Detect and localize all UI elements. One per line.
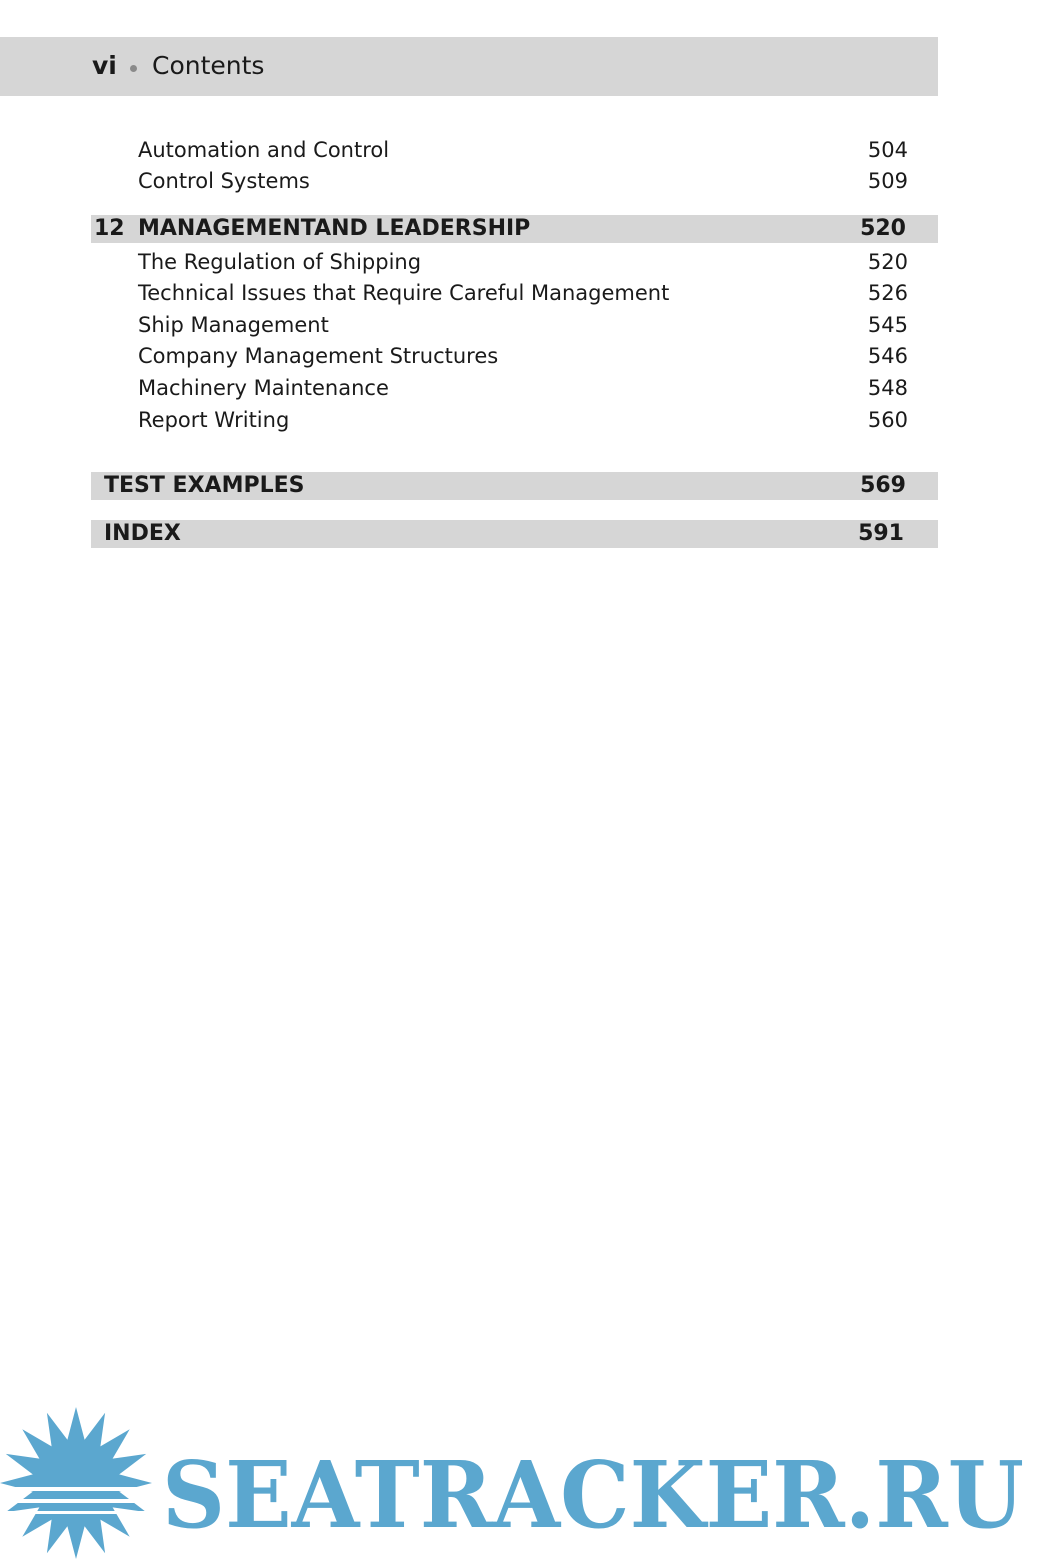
toc-entry-page: 548	[867, 376, 908, 400]
chapter-title: MANAGEMENTAND LEADERSHIP	[138, 216, 531, 241]
toc-entry[interactable]	[138, 247, 908, 277]
index-title: INDEX	[104, 521, 181, 546]
test-examples-title: TEST EXAMPLES	[104, 473, 305, 498]
toc-entry[interactable]	[138, 310, 908, 340]
running-head-title: Contents	[152, 51, 265, 80]
chapter-number: 12	[94, 216, 125, 241]
toc-entry-title: Machinery Maintenance	[138, 376, 389, 400]
toc-entry[interactable]	[138, 405, 908, 435]
toc-entry-title: Company Management Structures	[138, 344, 499, 368]
toc-entry-page: 504	[867, 138, 908, 162]
toc-entry-page: 545	[867, 313, 908, 337]
index-page: 591	[858, 521, 904, 546]
chapter-page: 520	[860, 216, 906, 241]
toc-entry[interactable]	[138, 166, 908, 196]
toc-entry[interactable]	[138, 135, 908, 165]
bullet-separator	[130, 65, 137, 72]
page-number: vi	[92, 51, 117, 80]
toc-entry-page: 546	[867, 344, 908, 368]
toc-entry-page: 520	[867, 250, 908, 274]
toc-entry[interactable]	[138, 373, 908, 403]
test-examples-page: 569	[860, 473, 906, 498]
toc-entry-page: 526	[867, 281, 908, 305]
chapter-heading[interactable]	[91, 215, 938, 243]
toc-entry-page: 560	[867, 408, 908, 432]
toc-entry-title: Control Systems	[138, 169, 310, 193]
sun-icon	[0, 1407, 160, 1559]
toc-entry[interactable]	[138, 278, 908, 308]
watermark	[0, 1405, 1041, 1561]
toc-entry-title: Ship Management	[138, 313, 329, 337]
index-heading[interactable]	[91, 520, 938, 548]
toc-entry[interactable]	[138, 341, 908, 371]
watermark-text: SEATRACKER.RU	[162, 1441, 1024, 1549]
toc-entry-title: Automation and Control	[138, 138, 390, 162]
toc-entry-title: Technical Issues that Require Careful Management	[138, 281, 670, 305]
test-examples-heading[interactable]	[91, 472, 938, 500]
toc-entry-title: The Regulation of Shipping	[138, 250, 422, 274]
running-head	[0, 37, 938, 96]
toc-entry-page: 509	[867, 169, 908, 193]
toc-entry-title: Report Writing	[138, 408, 290, 432]
